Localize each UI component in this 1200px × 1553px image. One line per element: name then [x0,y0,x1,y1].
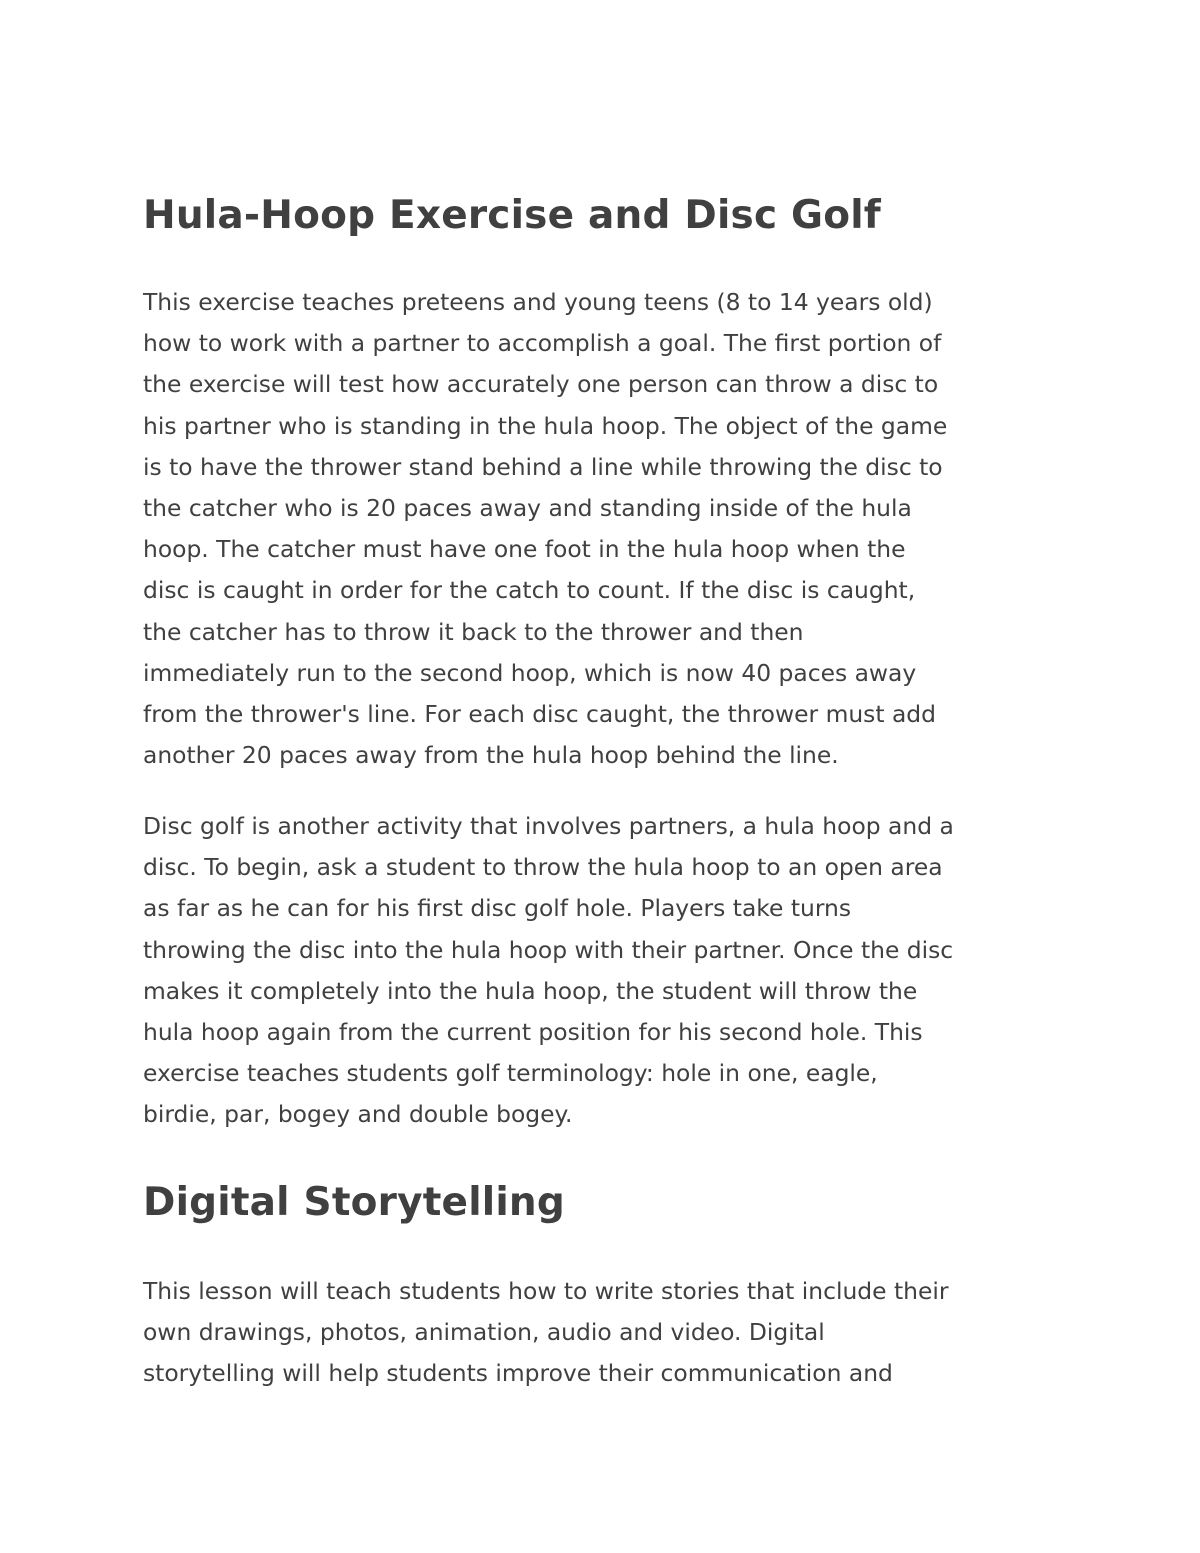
text-line: This exercise teaches preteens and young teens (8 to 14 years old) [143,288,933,316]
text-line: throwing the disc into the hula hoop with their partner. Once the disc [143,935,954,964]
text-line: the catcher has to throw it back to the thrower and then [143,617,804,646]
section-heading-digital-storytelling: Digital Storytelling [143,1180,565,1225]
text-line: disc is caught in order for the catch to count. If the disc is caught, [143,576,916,605]
text-line: This lesson will teach students how to write stories that include their [143,1277,949,1305]
text-line: own drawings, photos, animation, audio and video. Digital [143,1318,825,1347]
text-line: birdie, par, bogey and double bogey. [143,1100,573,1129]
text-line: Disc golf is another activity that involves partners, a hula hoop and a [143,812,954,840]
text-line: the catcher who is 20 paces away and standing inside of the hula [143,494,912,523]
text-line: storytelling will help students improve their communication and [143,1359,893,1388]
text-line: is to have the thrower stand behind a line while throwing the disc to [143,452,943,481]
text-line: exercise teaches students golf terminology: hole in one, eagle, [143,1059,878,1088]
text-line: as far as he can for his first disc golf hole. Players take turns [143,894,852,923]
text-line: another 20 paces away from the hula hoop behind the line. [143,741,839,770]
section-heading-hula-hoop: Hula-Hoop Exercise and Disc Golf [143,193,881,238]
text-line: hoop. The catcher must have one foot in the hula hoop when the [143,535,906,564]
text-line: hula hoop again from the current position for his second hole. This [143,1018,923,1047]
text-line: from the thrower's line. For each disc caught, the thrower must add [143,700,936,729]
text-line: makes it completely into the hula hoop, the student will throw the [143,976,918,1005]
paragraph-hula-hoop-exercise [143,282,947,776]
text-line: disc. To begin, ask a student to throw the hula hoop to an open area [143,853,943,882]
text-line: his partner who is standing in the hula hoop. The object of the game [143,411,948,440]
paragraph-digital-storytelling [143,1271,948,1395]
text-line: immediately run to the second hoop, which is now 40 paces away [143,658,917,687]
text-line: the exercise will test how accurately one person can throw a disc to [143,370,939,399]
text-line: how to work with a partner to accomplish a goal. The first portion of [143,329,942,358]
paragraph-disc-golf [143,806,954,1136]
